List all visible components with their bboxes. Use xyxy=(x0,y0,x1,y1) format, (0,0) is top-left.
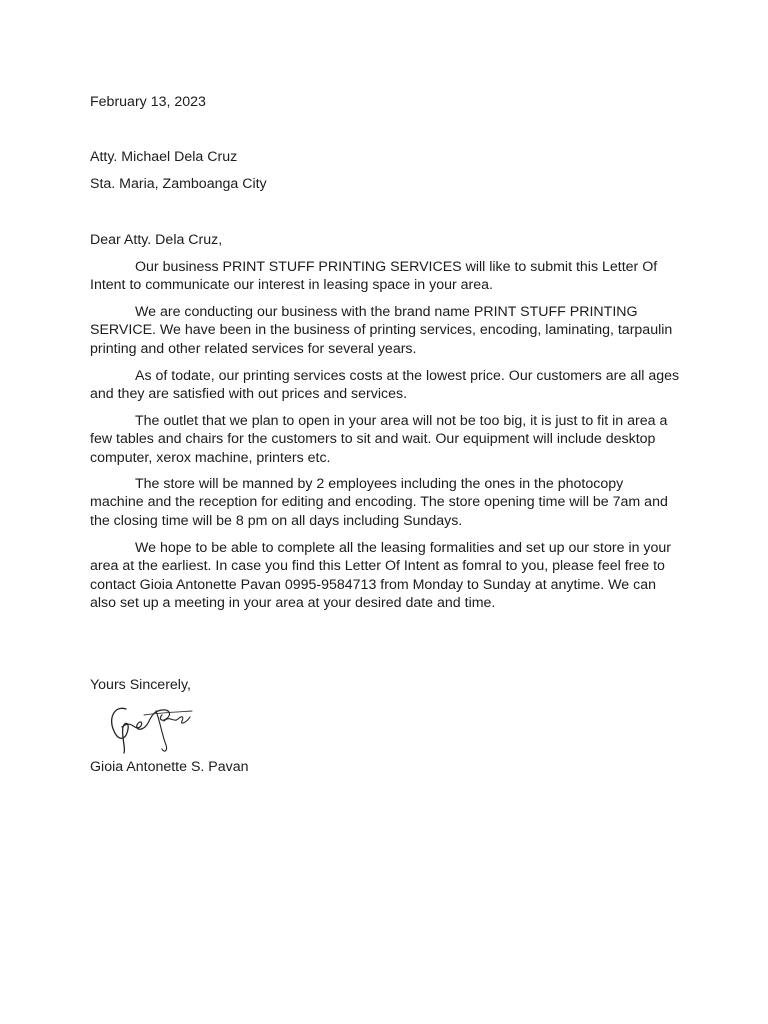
letter-date: February 13, 2023 xyxy=(90,94,206,110)
body-paragraph-1: Our business PRINT STUFF PRINTING SERVICES will like to submit this Letter Of Intent to communicate our interest in leasing space in your area. xyxy=(90,259,658,294)
handwritten-signature-icon xyxy=(104,697,196,755)
closing: Yours Sincerely, xyxy=(90,677,191,693)
body-paragraph-6: We hope to be able to complete all the leasing formalities and set up our store in your area at the earliest. In case you find this Letter Of Intent as fomral to you, please feel free to contact Gioia Antonette Pavan 0995-9584713 from Monday to Sunday at anytime. We can also set up a meeting in your area at your desired date and time. xyxy=(90,540,672,611)
body-paragraph-5: The store will be manned by 2 employees including the ones in the photocopy machine and the reception for editing and encoding. The store opening time will be 7am and the closing time will be 8 pm on all days including Sundays. xyxy=(90,476,668,529)
recipient-address: Sta. Maria, Zamboanga City xyxy=(90,176,267,192)
body-paragraph-4: The outlet that we plan to open in your area will not be too big, it is just to fit in area a few tables and chairs for the customers to sit and wait. Our equipment will include desktop computer, xerox machine, printers etc. xyxy=(90,413,668,466)
sender-name: Gioia Antonette S. Pavan xyxy=(90,759,249,775)
recipient-name: Atty. Michael Dela Cruz xyxy=(90,149,238,165)
body-paragraph-2: We are conducting our business with the brand name PRINT STUFF PRINTING SERVICE. We have been in the business of printing services, encoding, laminating, tarpaulin printing and other related services for several years. xyxy=(90,304,673,357)
body-paragraph-3: As of todate, our printing services costs at the lowest price. Our customers are all ages and they are satisfied with out prices and services. xyxy=(90,368,680,403)
salutation: Dear Atty. Dela Cruz, xyxy=(90,232,223,248)
